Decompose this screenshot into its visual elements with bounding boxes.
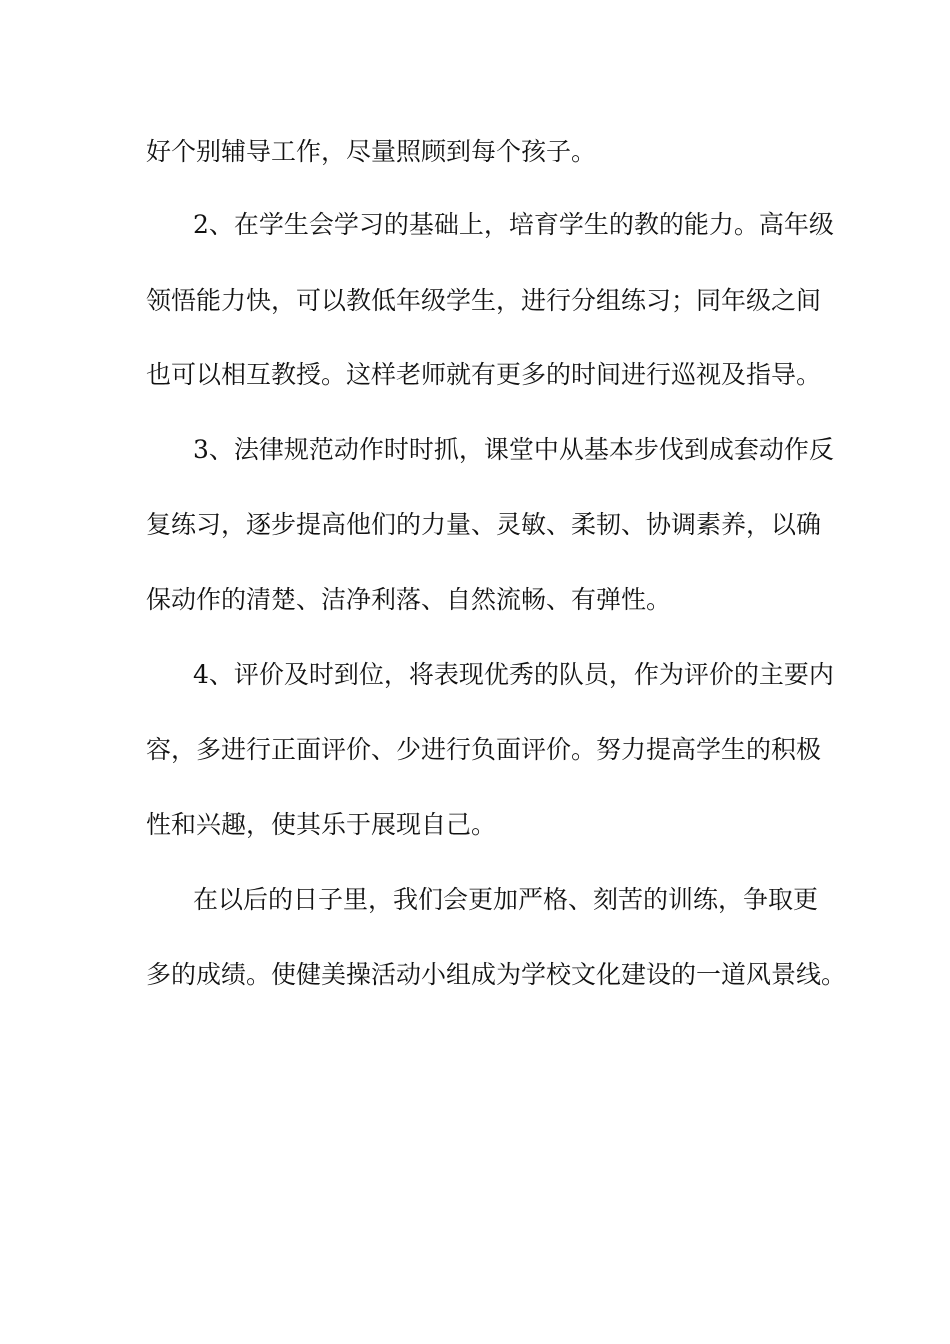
paragraph-line: 3、法律规范动作时时抓，课堂中从基本步伐到成套动作反 [193,435,834,464]
paragraph-line: 多的成绩。使健美操活动小组成为学校文化建设的一道风景线。 [146,960,847,989]
paragraph-line: 保动作的清楚、洁净利落、自然流畅、有弹性。 [146,585,672,614]
paragraph-line: 4、评价及时到位，将表现优秀的队员，作为评价的主要内 [193,660,834,689]
paragraph-line: 在以后的日子里，我们会更加严格、刻苦的训练，争取更 [193,885,819,914]
paragraph-line: 领悟能力快，可以教低年级学生，进行分组练习；同年级之间 [146,286,822,315]
paragraph-line: 复练习，逐步提高他们的力量、灵敏、柔韧、协调素养，以确 [146,510,822,539]
paragraph-line: 容，多进行正面评价、少进行负面评价。努力提高学生的积极 [146,735,822,764]
paragraph-line: 性和兴趣，使其乐于展现自己。 [146,810,497,839]
paragraph-line: 2、在学生会学习的基础上，培育学生的教的能力。高年级 [193,210,834,239]
paragraph-line: 也可以相互教授。这样老师就有更多的时间进行巡视及指导。 [146,360,822,389]
paragraph-line: 好个别辅导工作，尽量照顾到每个孩子。 [146,137,597,166]
